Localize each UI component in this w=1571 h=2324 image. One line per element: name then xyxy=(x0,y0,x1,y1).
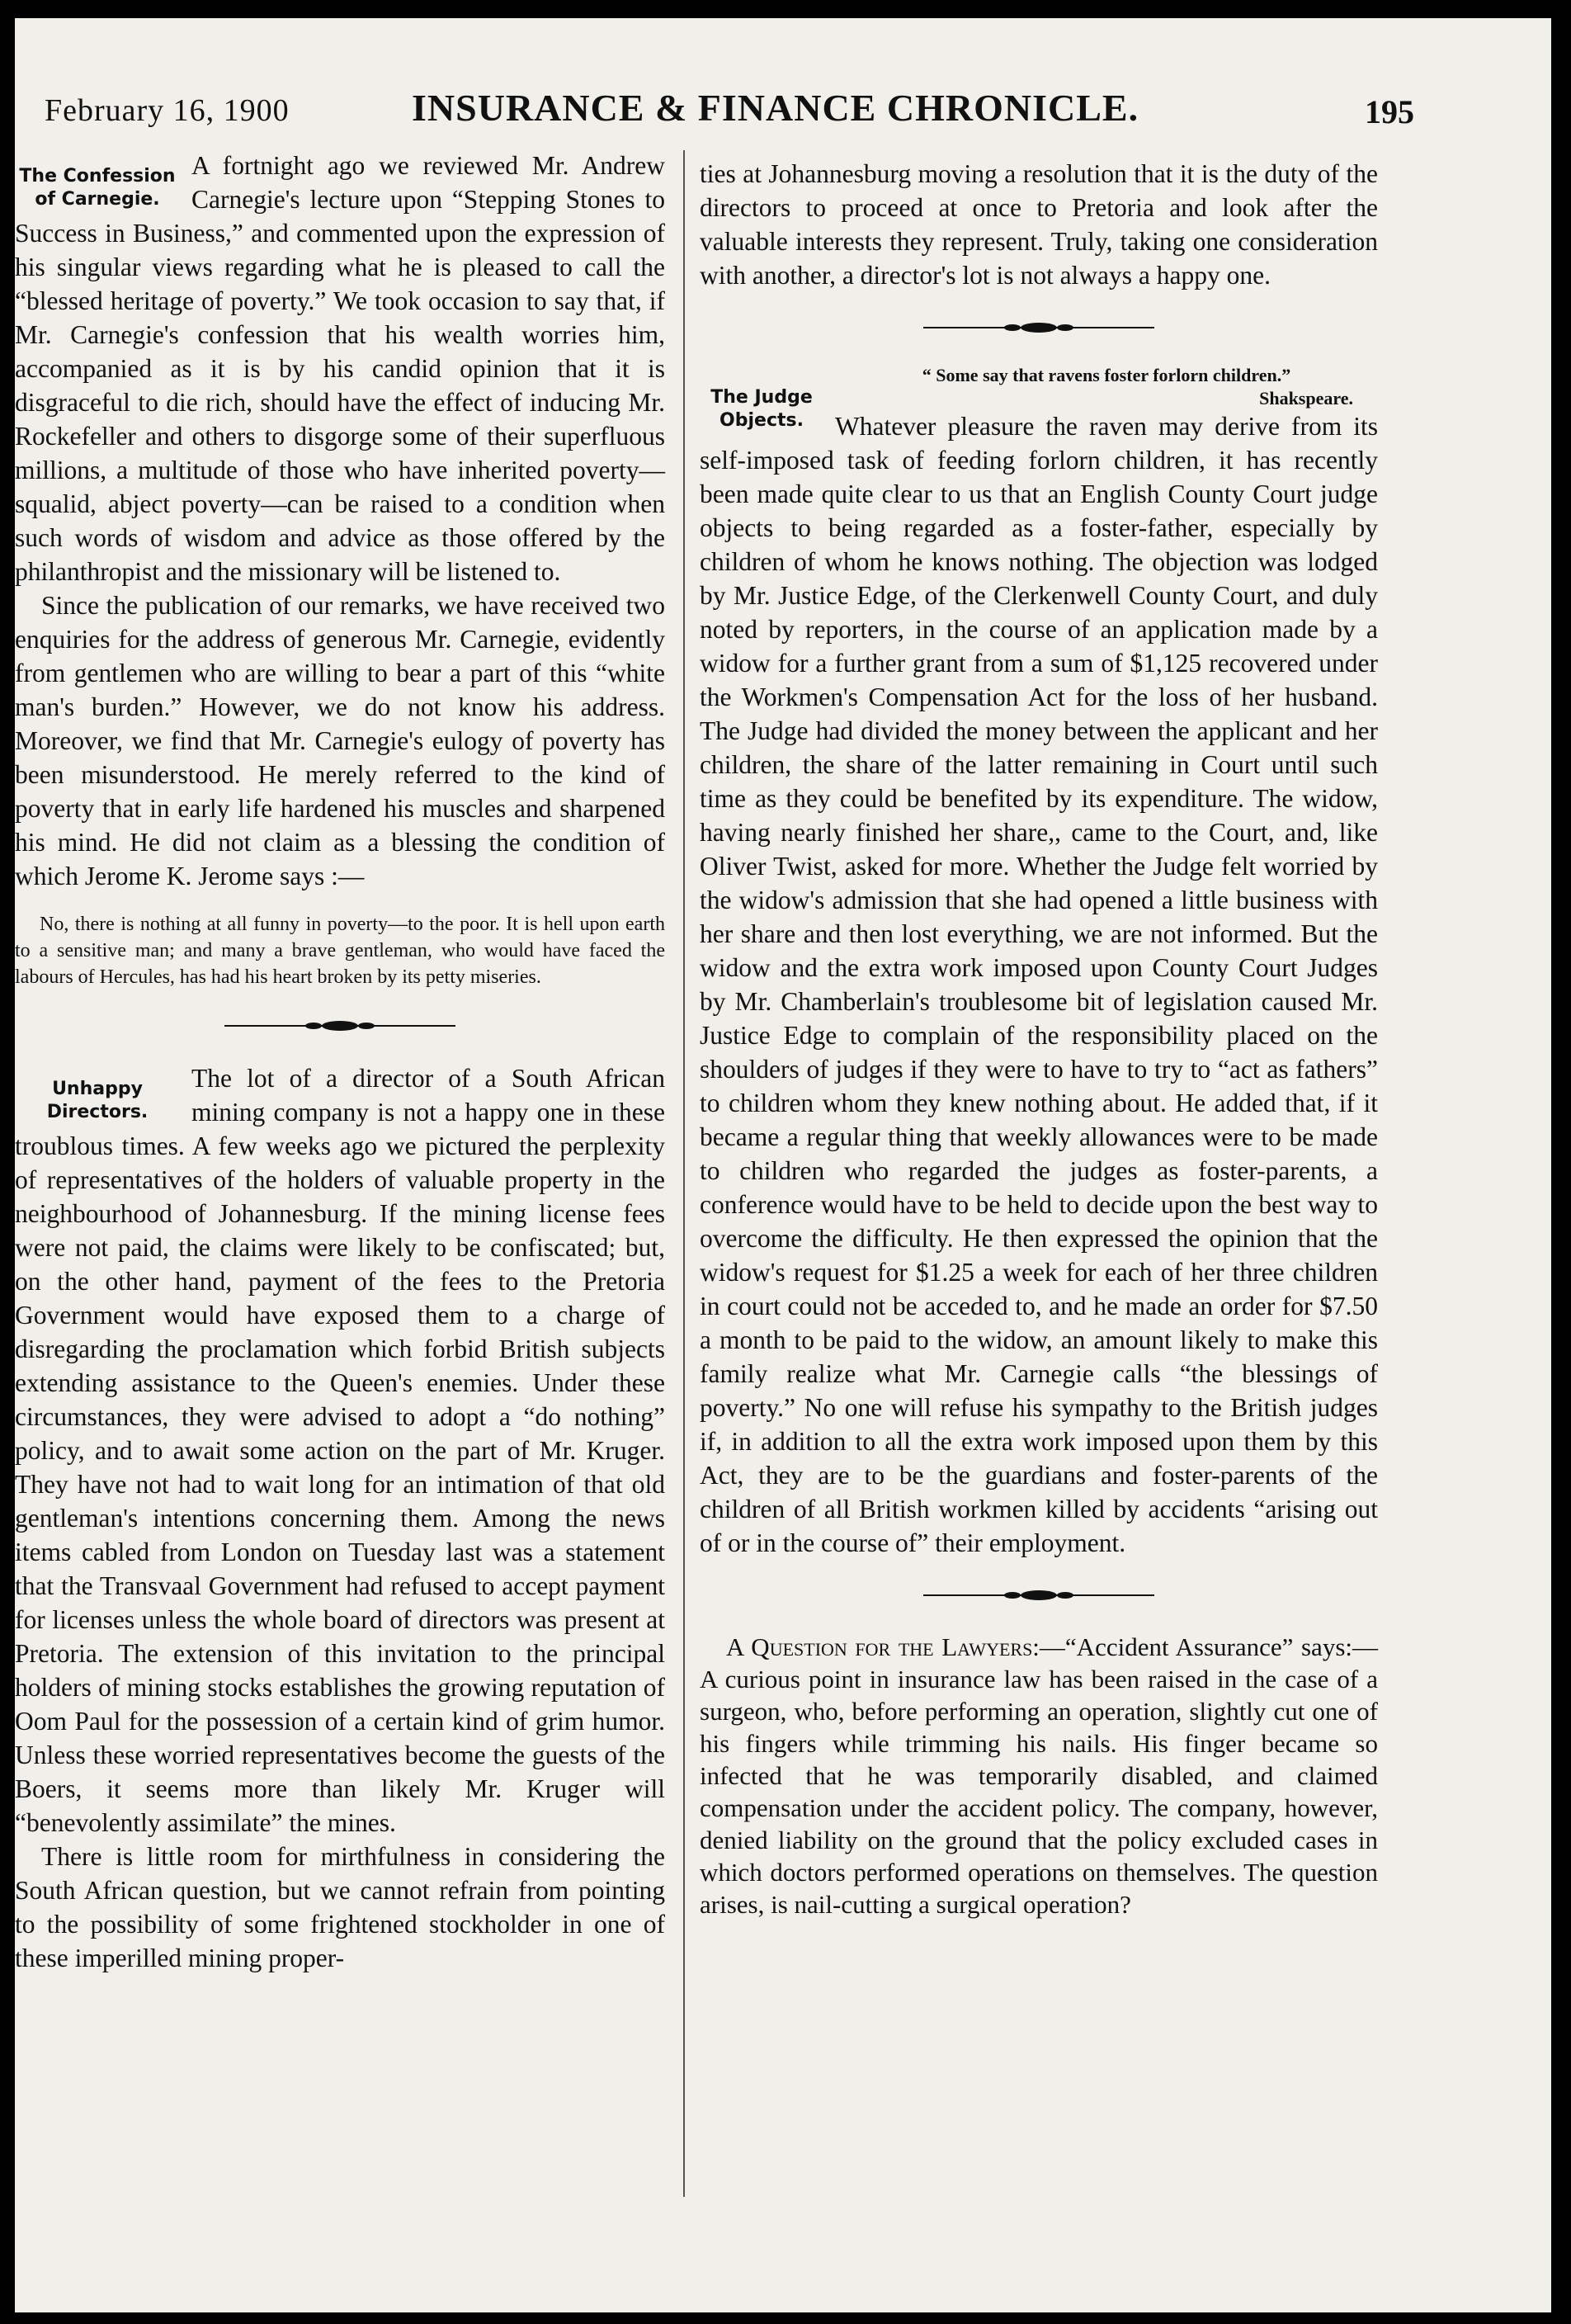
sidehead-directors: Unhappy Directors. xyxy=(46,1079,149,1122)
jerome-quote: No, there is nothing at all funny in poverty—to the poor. It is hell upon earth to a sensitive man; and many a brave gentleman, who would have faced the labours of Hercules, has had his heart broken by its petty miseries. xyxy=(15,914,665,988)
sidehead-judge: The Judge Objects. xyxy=(710,387,813,431)
lawyers-body: —“Accident Assurance” says:—A curious point in insurance law has been raised in the case of a surgeon, who, before performing an operation, slightly cut one of his fingers while trimming his nails. His finger became so infected that he was temporarily disabled, and claimed compensation under the accident policy. The company, however, denied liability on the ground that the policy excluded cases in which doctors performed operations on themselves. The question arises, is nail-cutting a surgical operation? xyxy=(700,1632,1378,1919)
ornamental-rule xyxy=(224,1018,455,1033)
right-column xyxy=(700,157,1378,1920)
publication-title: INSURANCE & FINANCE CHRONICLE. xyxy=(412,87,1139,129)
left-column xyxy=(15,149,665,1975)
newspaper-page xyxy=(15,18,1551,2312)
ornamental-rule xyxy=(923,320,1154,335)
page-header xyxy=(45,79,1414,137)
article-confession-of-carnegie xyxy=(15,149,665,990)
lawyers-lead: A Question for the Lawyers: xyxy=(726,1632,1040,1661)
directors-paragraph-1: The lot of a director of a South African mining company is not a happy one in these troublous times. A few weeks ago we pictured the perplexity of representatives of the holders of valuable property in the neighbourhood of Johannesburg. If the mining license fees were not paid, the claims were likely to be confiscated; but, on the other hand, payment of the fees to the Pretoria Government would have exposed them to a charge of disregarding the proclamation which forbid British subjects extending assistance to the Queen's enemies. Under these circumstances, they were advised to adopt a “do nothing” policy, and to await some action on the part of Mr. Kruger. They have not had to wait long for an intimation of that old gentleman's intentions concerning them. Among the news items cabled from London on Tuesday last was a statement that the Transvaal Government had refused to accept payment for licenses unless the whole board of directors was present at Pretoria. The extension of this invitation to the principal holders of mining stocks establishes the growing reputation of Oom Paul for the possession of a certain kind of grim humor. Unless these worried representatives become the guests of the Boers, it seems more than likely Mr. Kruger will “benevolently assimilate” the mines. xyxy=(15,1064,665,1837)
confession-paragraph-1: A fortnight ago we reviewed Mr. Andrew Carnegie's lecture upon “Stepping Stones to Success in Business,” and commented upon the expression of his singular views regarding what he is pleased to call the “blessed heritage of poverty.” We took occasion to say that, if Mr. Carnegie's confession that his wealth worries him, accompanied as it is by his candid opinion that it is disgraceful to die rich, should have the effect of inducing Mr. Rockefeller and others to disgorge some of their superfluous millions, a multitude of those who have inherited poverty—squalid, abject poverty—can be raised to a condition when such words of wisdom and advice as those offered by the philanthropist and the missionary will be listened to. xyxy=(15,151,665,586)
ornamental-rule xyxy=(923,1588,1154,1603)
directors-paragraph-2: There is little room for mirthfulness in considering the South African question, but we cannot refrain from pointing to the possibility of some frightened stockholder in one of these imperilled mining proper- xyxy=(15,1842,665,1972)
directors-continuation: ties at Johannesburg moving a resolution that it is the duty of the directors to proceed at once to Pretoria and look after the valuable interests they represent. Truly, taking one consideration with another, a director's lot is not always a happy one. xyxy=(700,159,1378,290)
page-number: 195 xyxy=(1365,93,1414,130)
sidehead-confession: The Confession of Carnegie. xyxy=(19,166,176,210)
judge-paragraph: Whatever pleasure the raven may derive from its self-imposed task of feeding forlorn children, it has recently been made quite clear to us that an English County Court judge objects to being regarded as a foster-father, especially by children of whom he knows nothing. The objection was lodged by Mr. Justice Edge, of the Clerkenwell County Court, and duly noted by reporters, in the course of an application made by a widow for a further grant from a sum of $1,125 recovered under the Workmen's Compensation Act for the loss of her husband. The Judge had divided the money between the applicant and her children, the share of the latter remaining in Court until such time as they could be benefited by its expenditure. The widow, having nearly finished her share,, came to the Court, and, like Oliver Twist, asked for more. Whether the Judge felt worried by the widow's admission that she had opened a little business with her share and then lost everything, we are not informed. But the widow and the extra work imposed upon County Court Judges by Mr. Chamberlain's troublesome bit of legislation caused Mr. Justice Edge to complain of the responsibility placed on the shoulders of judges if they were to have to try to “act as fathers” to children whom they knew nothing about. He added that, if it became a regular thing that weekly allowances were to be made to children who regarded the judges as foster-parents, a conference would have to be held to decide upon the best way to overcome the difficulty. He then expressed the opinion that the widow's request for $1.25 a week for each of her three children in court could not be acceded to, and he made an order for $7.50 a month to be paid to the widow, an amount likely to make this family realize what Mr. Carnegie calls “the blessings of poverty.” No one will refuse his sympathy to the British judges if, in addition to all the extra work imposed upon them by this Act, they are to be the guardians and foster-parents of the children of all British workmen killed by accidents “arising out of or in the course of” their employment. xyxy=(700,412,1378,1557)
article-question-for-lawyers xyxy=(700,1631,1378,1920)
confession-paragraph-2: Since the publication of our remarks, we have received two enquiries for the address of generous Mr. Carnegie, evidently from gentlemen who are willing to bear a part of this “white man's burden.” However, we do not know his address. Moreover, we find that Mr. Carnegie's eulogy of poverty has been misunderstood. He merely referred to the kind of poverty that in early life hardened his muscles and sharpened his mind. He did not claim as a blessing the condition of which Jerome K. Jerome says :— xyxy=(15,591,665,890)
issue-date: February 16, 1900 xyxy=(45,93,290,128)
article-the-judge-objects xyxy=(700,363,1378,1560)
epigraph-attribution: Shakspeare. xyxy=(1259,388,1353,409)
epigraph: “ Some say that ravens foster forlorn children.” xyxy=(922,365,1291,385)
column-divider xyxy=(683,150,685,2197)
article-unhappy-directors xyxy=(15,1061,665,1975)
